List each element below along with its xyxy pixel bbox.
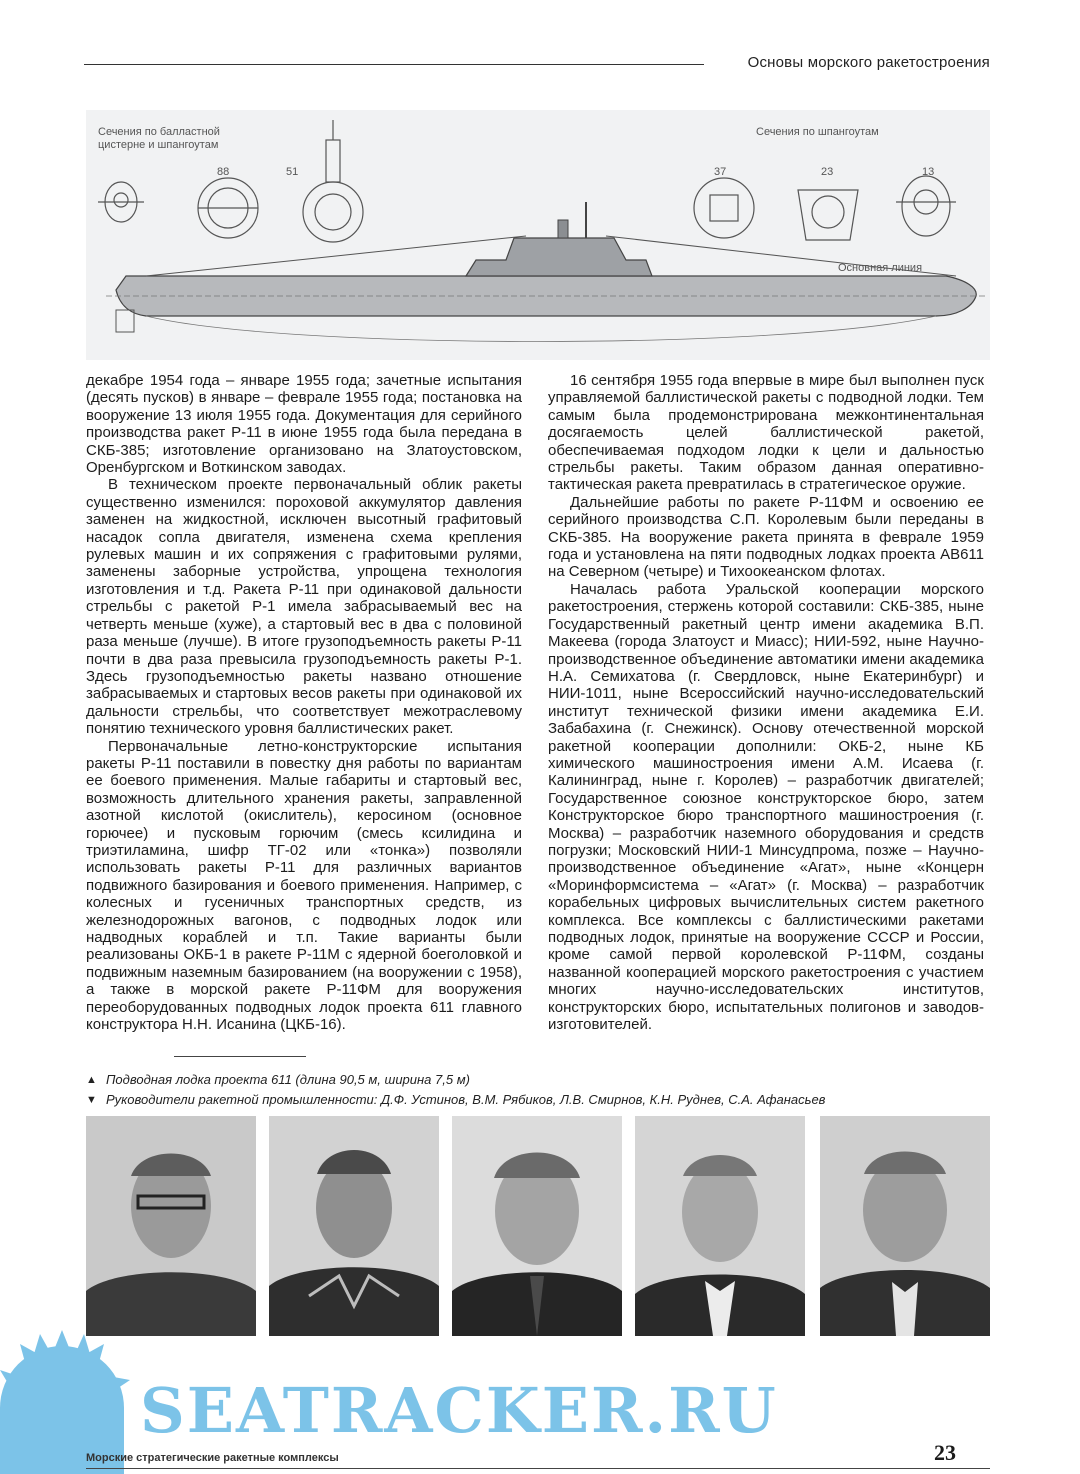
paragraph: Дальнейшие работы по ракете Р-11ФМ и освоению ее серийного производства С.П. Королевым были переданы в СКБ-385. На вооружение ракета принята в феврале 1959 года и установлена на пяти подводных лодках проекта АВ611 на Северном (четыре) и Тихоокеанском флотах. bbox=[548, 493, 984, 581]
section-88 bbox=[198, 178, 258, 238]
section-51 bbox=[303, 120, 363, 242]
portrait-gallery bbox=[86, 1116, 990, 1336]
page-header bbox=[84, 52, 990, 76]
caption-submarine-text: Подводная лодка проекта 611 (длина 90,5 м, ширина 7,5 м) bbox=[106, 1072, 470, 1087]
paragraph: 16 сентября 1955 года впервые в мире был выполнен пуск управляемой баллистической ракеты с подводной лодки. Тем самым была продемонстрирована межконтинентальная досягаемость целей баллистической ракетой, обеспечиваемая подходом лодки к цели и дальностью стрельбы ракеты. Таким образом данная оперативно-тактическая ракета превратилась в стратегическое оружие. bbox=[548, 372, 984, 494]
caption-portraits-text: Руководители ракетной промышленности: Д.Ф. Устинов, В.М. Рябиков, Л.В. Смирнов, К.Н. Руднев, С.А. Афанасьев bbox=[106, 1092, 826, 1107]
triangle-down-icon: ▼ bbox=[86, 1094, 97, 1106]
frame-number-51: 51 bbox=[286, 166, 299, 178]
portrait-photo bbox=[820, 1116, 990, 1336]
submarine-drawing bbox=[86, 110, 990, 360]
portrait-photo bbox=[269, 1116, 439, 1336]
label-ballast-sections: Сечения по балластной цистерне и шпангоутам bbox=[98, 126, 220, 151]
right-column bbox=[548, 372, 984, 1033]
footer-rule bbox=[86, 1468, 990, 1469]
waterline-label: Основная линия bbox=[838, 262, 923, 274]
portrait-photo bbox=[86, 1116, 256, 1336]
section-23 bbox=[798, 190, 858, 240]
paragraph: В техническом проекте первоначальный облик ракеты существенно изменился: пороховой аккумулятор давления заменен на жидкостной, исключен высотный графитовый насадок сопла двигателя, изменена схема крепления рулевых машин и их сопряжения с графитовыми рулями, заменены заборные устройства, упрощена технология изготовления и т.д. Ракета Р-11 при одинаковой дальности стрельбы с ракетой Р-1 имела забрасываемый вес на четверть меньше (хуже), а стартовый вес в два с половиной раза меньше (лучше). В итоге грузоподъемность ракеты Р-11 почти в два раза превысила грузоподъемность ракеты Р-1. Здесь грузоподъемностью ракеты названо отношение забрасываемых и стартовых весов ракеты при одинаковой их дальности стрельбы, что соответствует межотраслевому понятию технического уровня баллистических ракет. bbox=[86, 476, 522, 738]
section-37 bbox=[694, 178, 754, 238]
section-title: Основы морского ракетостроения bbox=[747, 54, 990, 71]
frame-number-13: 13 bbox=[922, 166, 935, 178]
caption-submarine bbox=[86, 1070, 990, 1090]
frame-number-23: 23 bbox=[821, 166, 834, 178]
paragraph: декабре 1954 года – январе 1955 года; зачетные испытания (десять пусков) в январе – феврале 1955 года; постановка на вооружение 13 июля 1955 года. Документация для серийного производства ракет Р-11 в июне 1955 года была передана в СКБ-385; изготовление организовано на Златоустовском, Оренбургском и Воткинском заводах. bbox=[86, 372, 522, 477]
label-frame-sections: Сечения по шпангоутам bbox=[756, 126, 879, 138]
section-13 bbox=[896, 176, 956, 236]
captions bbox=[86, 1070, 990, 1110]
portrait-photo bbox=[452, 1116, 622, 1336]
portrait-photo bbox=[635, 1116, 805, 1336]
caption-portraits bbox=[86, 1090, 990, 1110]
page-number: 23 bbox=[934, 1440, 956, 1465]
paragraph: Первоначальные летно-конструкторские испытания ракеты Р-11 поставили в повестку дня работы по вариантам ее боевого применения. Малые габариты и стартовый вес, возможность длительного хранения ракеты, заправленной азотной кислотой (окислитель), керосином (основное горючее) и пусковым горючим (смесь ксилидина и триэтиламина, шифр ТГ-02 или «тонка») позволяли использовать ракеты Р-11 для различных вариантов подвижного базирования и боевого применения. Например, с колесных и гусеничных транспортных средств, из железнодорожных вагонов, с подводных лодок или надводных кораблей и т.п. Такие варианты были реализованы ОКБ-1 в ракете Р-11М с ядерной боеголовкой и подвижным наземным базированием (на вооружении с 1958), а также в морской ракете Р-11ФМ для вооружения переоборудованных подводных лодок проекта 611 главного конструктора Н.Н. Исанина (ЦКБ-16). bbox=[86, 737, 522, 1034]
frame-number-37: 37 bbox=[714, 166, 727, 178]
book-title: Морские стратегические ракетные комплексы bbox=[86, 1452, 339, 1464]
paragraph: Началась работа Уральской кооперации морского ракетостроения, стержень которой составили: СКБ-385, ныне Государственный ракетный центр имени академика В.П. Макеева (города Златоуст и Миасс); НИИ-592, ныне Научно-производственное объединение автоматики имени академика Н.А. Семихатова (г. Свердловск, ныне Екатеринбург) и НИИ-1011, ныне Всероссийский научно-исследовательский институт технической физики имени академика Е.И. Забабахина (г. Снежинск). Основу отечественной морской ракетной кооперации дополнили: ОКБ-2, ныне КБ химического машиностроения имени А.М. Исаева (г. Калининград, ныне г. Королев) – разработчик двигателей; Государственное союзное конструкторское бюро, затем Конструкторское бюро транспортного машиностроения (г. Москва) – разработчик наземного оборудования и средств погрузки; Московский НИИ-1 Минсудпрома, позже – Научно-производственное объединение «Агат», ныне «Концерн «Моринформсистема – «Агат» (г. Москва) – разработчик корабельных цифровых вычислительных систем ракетного комплекса. Все комплексы с баллистическими ракетами подводных лодок, принятые на вооружение СССР и России, кроме самой первой королевской Р-11ФМ, созданы названной кооперацией морского ракетостроения с участием многих научно-исследовательских институтов, конструкторских бюро, испытательных полигонов и заводов-изготовителей. bbox=[548, 580, 984, 1034]
watermark-text: SEATRACKER.RU bbox=[140, 1374, 778, 1447]
header-rule bbox=[84, 64, 704, 65]
frame-number-88: 88 bbox=[217, 166, 230, 178]
triangle-up-icon: ▲ bbox=[86, 1074, 97, 1086]
column-end-rule bbox=[174, 1056, 306, 1057]
section-ballast bbox=[98, 182, 144, 222]
left-column bbox=[86, 372, 522, 1033]
